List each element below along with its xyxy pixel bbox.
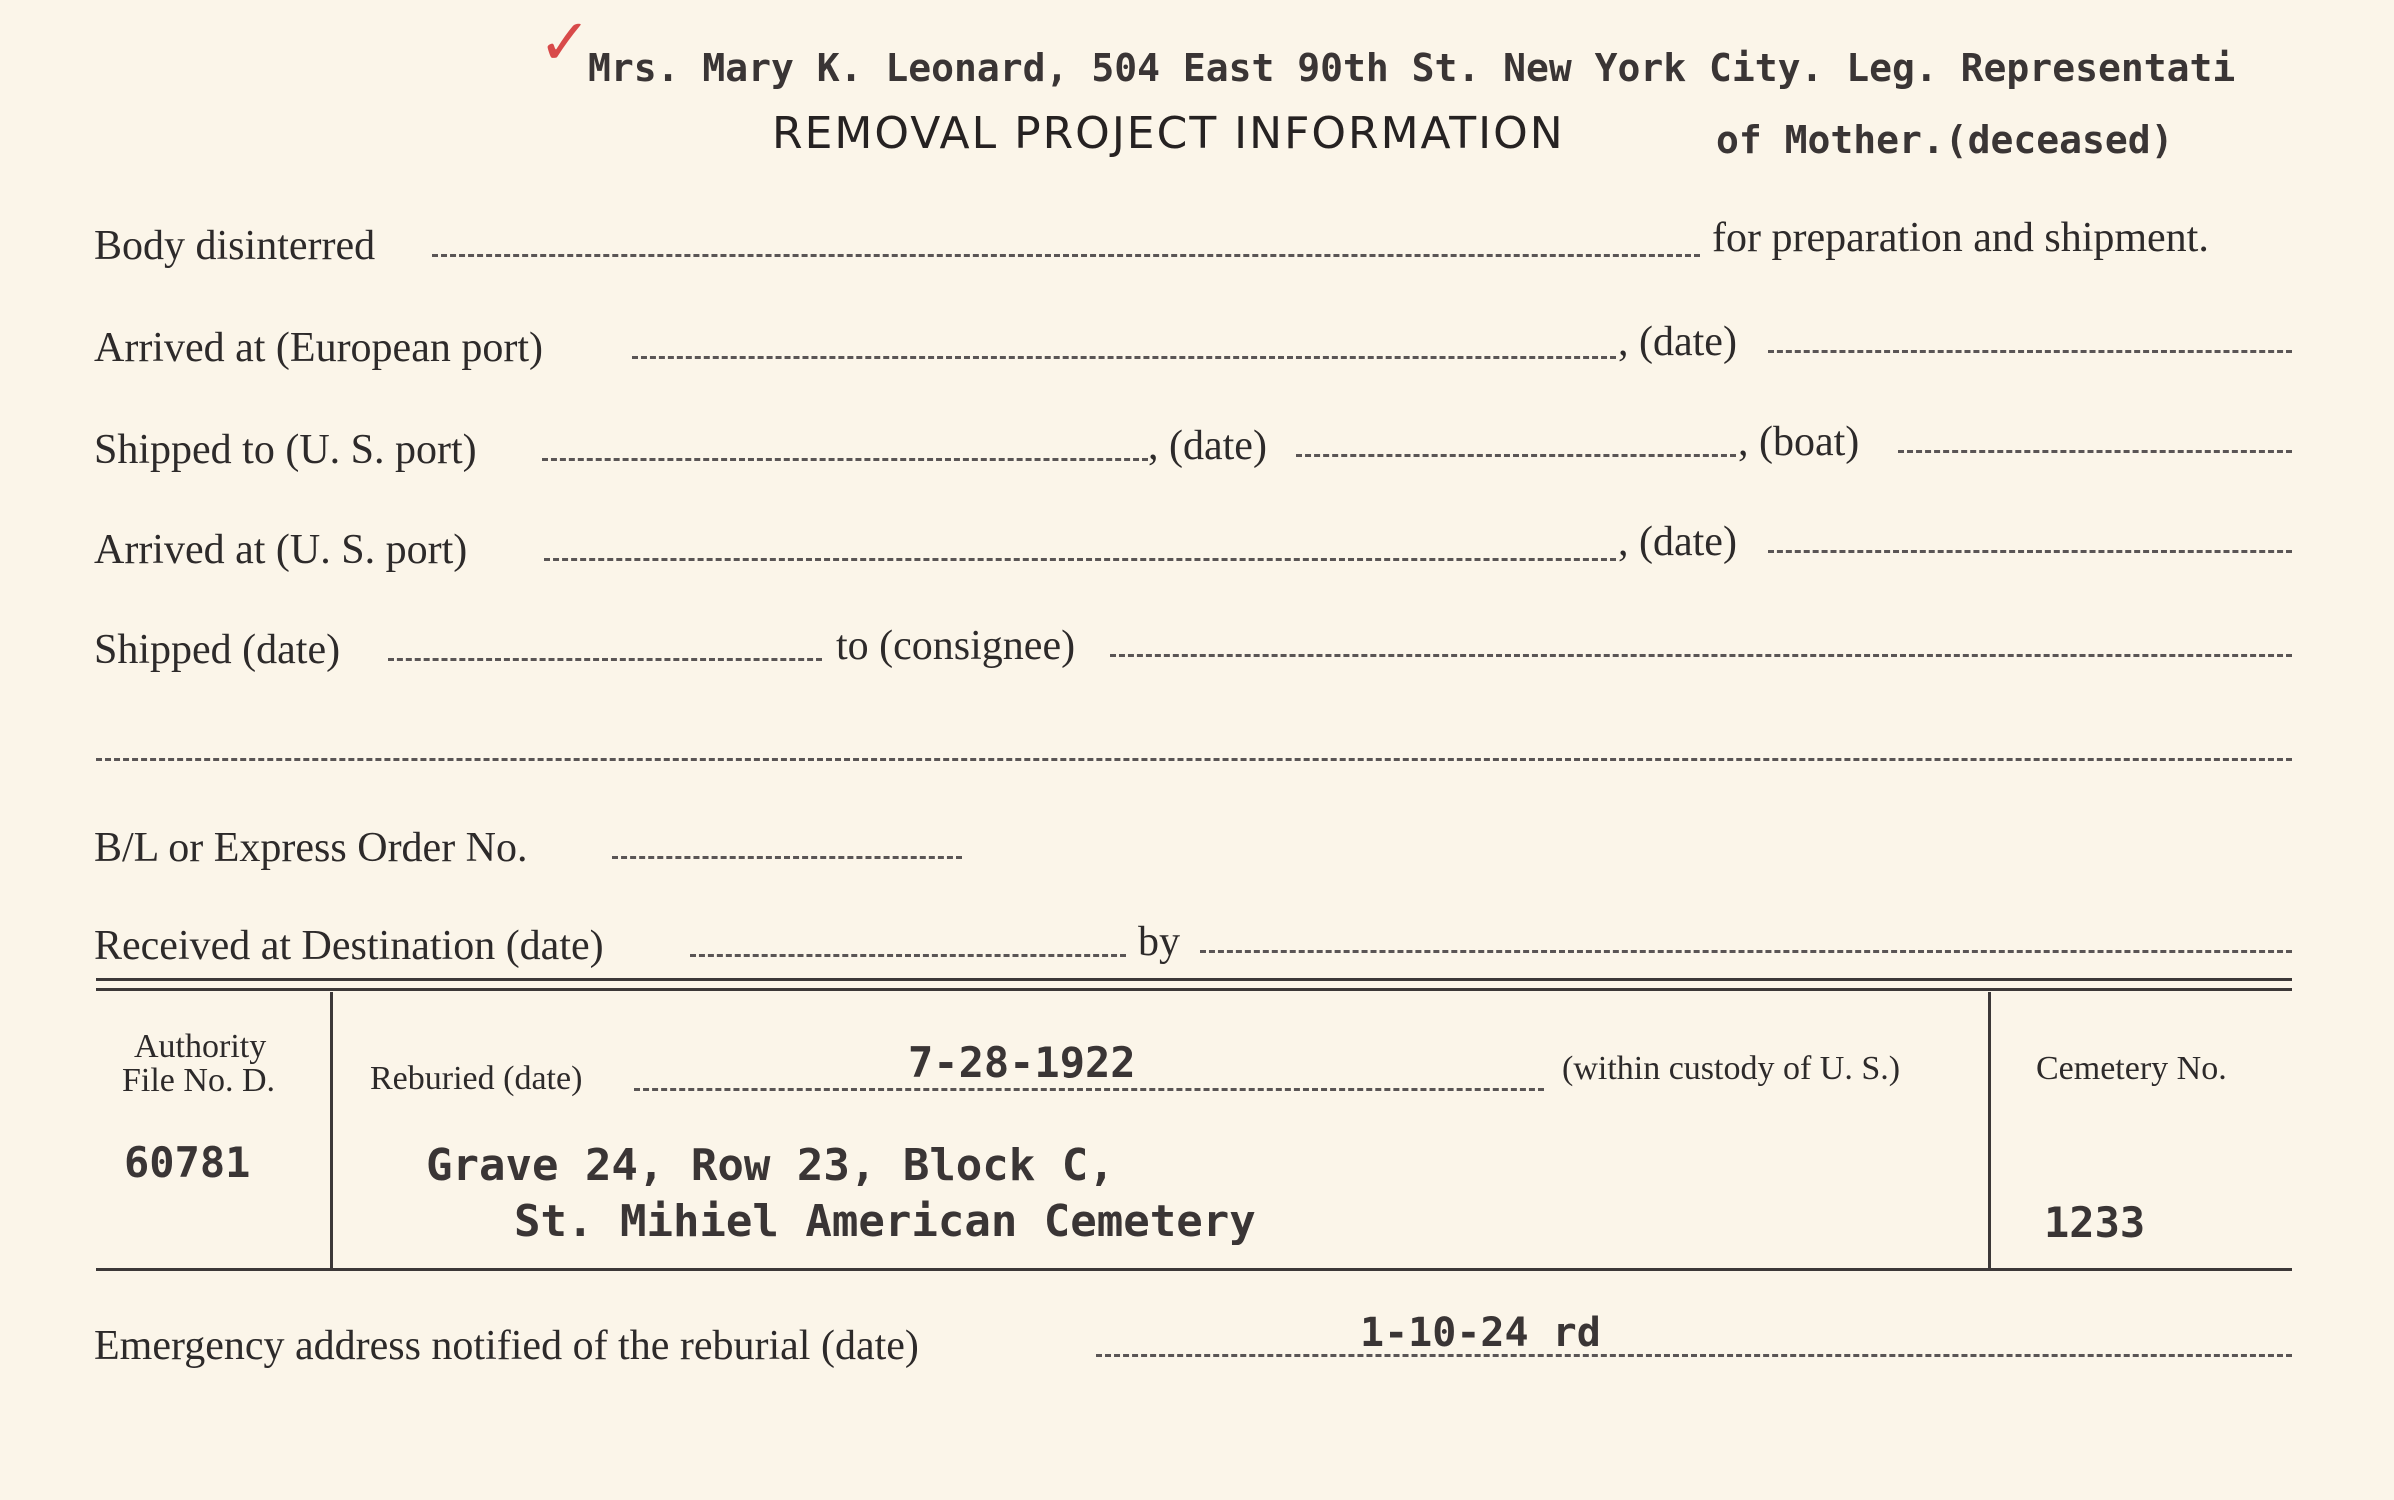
arrived-us-date-line <box>1768 550 2292 553</box>
authority-file-label: File No. D. <box>122 1062 275 1099</box>
custody-label: (within custody of U. S.) <box>1562 1050 1901 1087</box>
received-by-line <box>1200 950 2292 953</box>
card-title: REMOVAL PROJECT INFORMATION <box>772 108 1565 159</box>
emergency-date-value: 1-10-24 rd <box>1360 1310 1601 1356</box>
ship-date-label: , (date) <box>1148 423 1267 469</box>
emergency-label: Emergency address notified of the reburial (date) <box>94 1323 919 1369</box>
typed-relationship-line: of Mother.(deceased) <box>1716 118 2174 162</box>
shipped-us-port-label: Shipped to (U. S. port) <box>94 427 477 473</box>
reburied-date-value: 7-28-1922 <box>908 1038 1136 1087</box>
authority-file-number: 60781 <box>124 1138 251 1187</box>
arrived-us-date-label: , (date) <box>1618 519 1737 565</box>
for-preparation-label: for preparation and shipment. <box>1712 215 2209 261</box>
cemetery-number-label: Cemetery No. <box>2036 1050 2227 1087</box>
boat-line <box>1898 450 2292 453</box>
reburied-date-line <box>634 1088 1544 1091</box>
authority-label: Authority <box>134 1028 267 1065</box>
shipped-date-label: Shipped (date) <box>94 627 341 673</box>
by-label: by <box>1138 919 1180 965</box>
body-disinterred-line <box>432 254 1700 257</box>
to-consignee-label: to (consignee) <box>836 623 1076 669</box>
bottom-rule <box>96 1268 2292 1271</box>
grave-location-line1: Grave 24, Row 23, Block C, <box>426 1140 1115 1191</box>
reburied-date-label: Reburied (date) <box>370 1060 583 1097</box>
european-date-line <box>1768 350 2292 353</box>
bl-express-line <box>612 856 962 859</box>
received-destination-label: Received at Destination (date) <box>94 923 604 969</box>
boat-label: , (boat) <box>1738 419 1860 465</box>
top-double-rule-1 <box>96 978 2292 981</box>
top-double-rule-2 <box>96 988 2292 991</box>
shipped-date-line <box>388 658 822 661</box>
checkmark-icon: ✓ <box>538 6 592 80</box>
us-port-line <box>542 458 1148 461</box>
grave-location-line2: St. Mihiel American Cemetery <box>514 1196 1256 1247</box>
arrived-us-port-label: Arrived at (U. S. port) <box>94 527 468 573</box>
european-port-line <box>632 356 1616 359</box>
body-disinterred-label: Body disinterred <box>94 223 376 269</box>
cemetery-divider <box>1988 992 1991 1270</box>
typed-next-of-kin-line: Mrs. Mary K. Leonard, 504 East 90th St. New York City. Leg. Representati <box>588 46 2236 90</box>
emergency-date-line <box>1096 1354 2292 1357</box>
consignee-continuation-line <box>96 758 2292 761</box>
cemetery-number-value: 1233 <box>2044 1198 2146 1247</box>
european-date-label: , (date) <box>1618 319 1737 365</box>
authority-divider <box>330 992 333 1270</box>
bl-express-label: B/L or Express Order No. <box>94 825 528 871</box>
ship-date-line <box>1296 454 1736 457</box>
received-date-line <box>690 954 1126 957</box>
consignee-line <box>1110 654 2292 657</box>
arrived-us-port-line <box>544 558 1616 561</box>
arrived-european-port-label: Arrived at (European port) <box>94 325 543 371</box>
